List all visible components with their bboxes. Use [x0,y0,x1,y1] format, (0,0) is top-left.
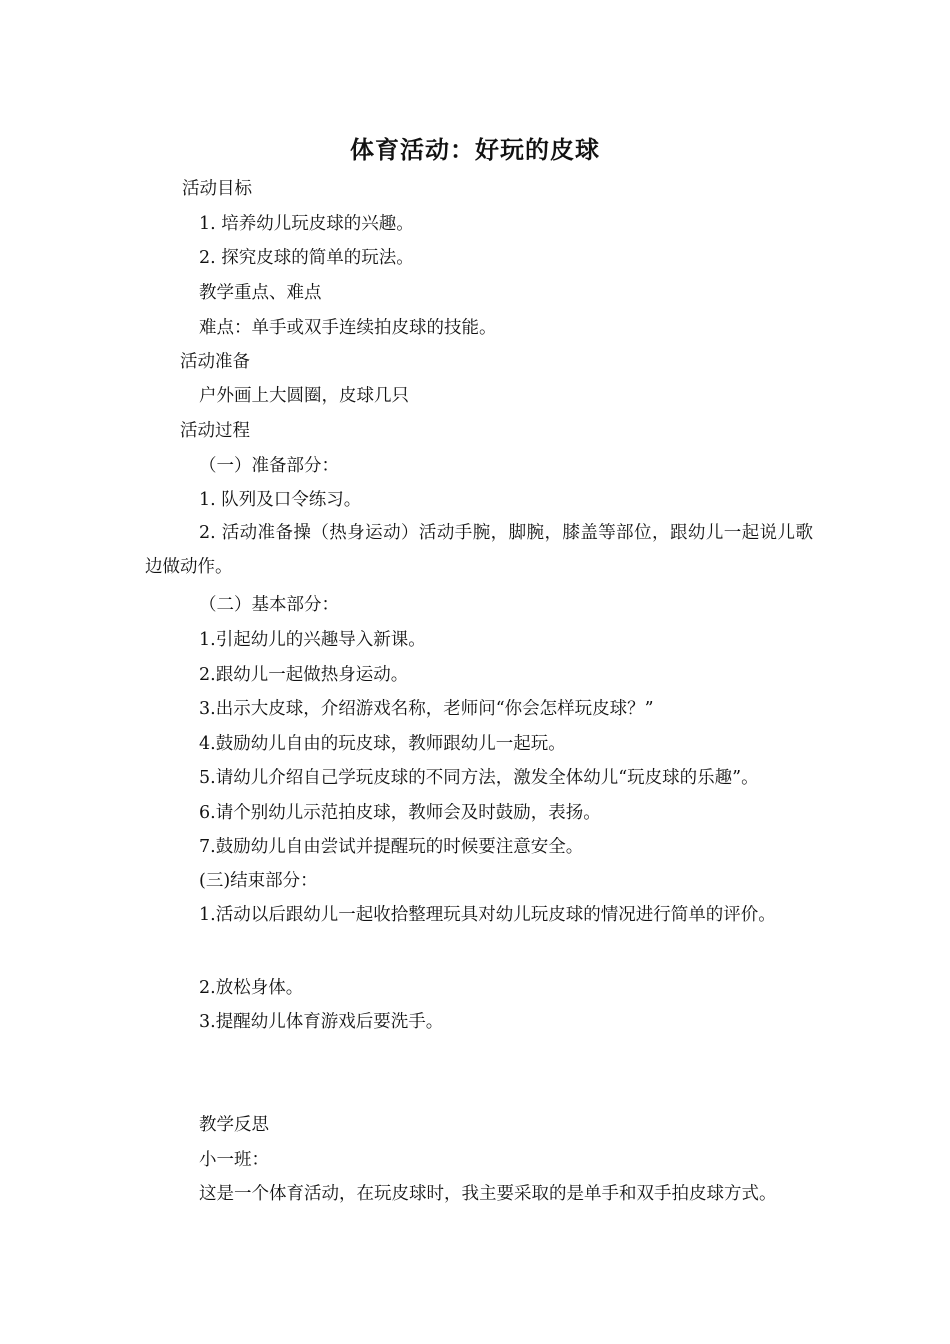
basic-step-6: 6.请个别幼儿示范拍皮球，教师会及时鼓励，表扬。 [199,803,601,823]
heading-preparation: 活动准备 [180,352,250,372]
prep-step-2: 2. 活动准备操（热身运动）活动手腕，脚腕，膝盖等部位，跟幼儿一起说儿歌边做动作。 [145,523,813,577]
basic-step-2: 2.跟幼儿一起做热身运动。 [199,665,409,685]
reflection-text: 这是一个体育活动，在玩皮球时，我主要采取的是单手和双手拍皮球方式。 [199,1184,777,1204]
heading-key-points: 教学重点、难点 [199,283,322,303]
section-basic-heading: （二）基本部分： [199,595,339,615]
goal-item-2: 2. 探究皮球的简单的玩法。 [199,248,414,268]
basic-step-3: 3.出示大皮球，介绍游戏名称，老师问“你会怎样玩皮球？” [199,699,654,719]
document-title: 体育活动：好玩的皮球 [350,136,600,164]
basic-step-4: 4.鼓励幼儿自由的玩皮球，教师跟幼儿一起玩。 [199,734,566,754]
end-step-3: 3.提醒幼儿体育游戏后要洗手。 [199,1012,444,1032]
prep-step-1: 1. 队列及口令练习。 [199,490,362,510]
preparation-text: 户外画上大圆圈，皮球几只 [199,386,409,406]
reflection-class: 小一班： [199,1150,269,1170]
goal-item-1: 1. 培养幼儿玩皮球的兴趣。 [199,214,414,234]
heading-reflection: 教学反思 [199,1115,269,1135]
basic-step-1: 1.引起幼儿的兴趣导入新课。 [199,630,426,650]
heading-activity-goals: 活动目标 [182,179,252,199]
heading-process: 活动过程 [180,421,250,441]
end-step-1: 1.活动以后跟幼儿一起收拾整理玩具对幼儿玩皮球的情况进行简单的评价。 [199,905,776,925]
difficulty-text: 难点：单手或双手连续拍皮球的技能。 [199,318,497,338]
end-step-2: 2.放松身体。 [199,978,304,998]
section-end-heading: (三)结束部分： [199,871,318,891]
basic-step-5: 5.请幼儿介绍自己学玩皮球的不同方法，激发全体幼儿“玩皮球的乐趣”。 [199,768,759,788]
basic-step-7: 7.鼓励幼儿自由尝试并提醒玩的时候要注意安全。 [199,837,584,857]
section-prep-heading: （一）准备部分： [199,456,339,476]
